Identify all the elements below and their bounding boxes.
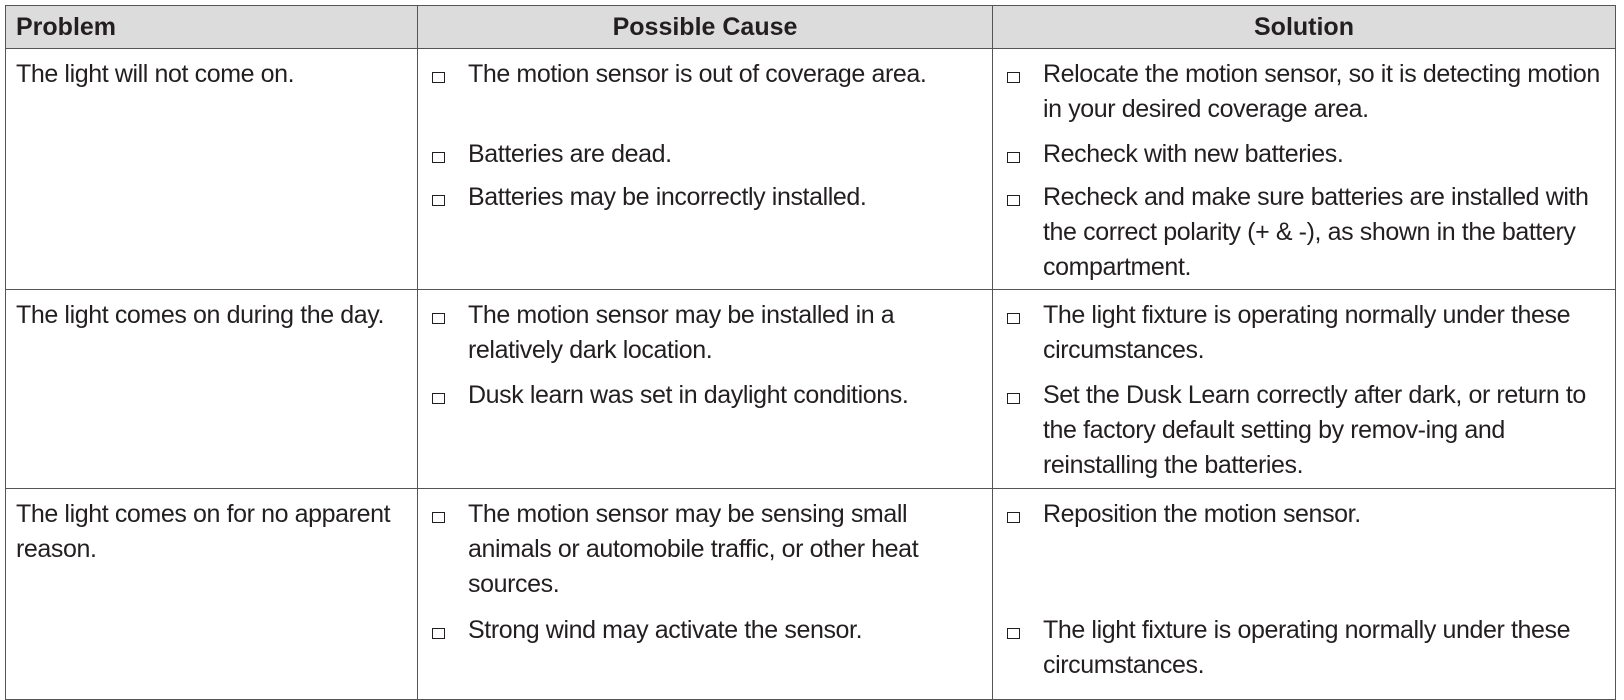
solution-text: The light fixture is operating normally under these circumstances. [1043,301,1571,364]
cause-cell [418,49,993,290]
checkbox-square-icon [432,195,445,206]
cause-text: Dusk learn was set in daylight conditions. [468,381,909,409]
checkbox-square-icon [1007,313,1020,324]
cause-text: Batteries may be incorrectly installed. [468,183,867,211]
cause-item [428,613,982,648]
problem-text: The light will not come on. [16,60,295,88]
checkbox-square-icon [1007,628,1020,639]
checkbox-square-icon [432,393,445,404]
cause-text: The motion sensor is out of coverage area. [468,60,927,88]
solution-text: Recheck with new batteries. [1043,140,1344,168]
cause-item [428,497,982,613]
solution-text: Relocate the motion sensor, so it is detecting motion in your desired coverage area. [1043,60,1600,123]
cause-cell [418,290,993,489]
solution-item [1003,378,1605,483]
table-body [6,49,1616,700]
solution-text: Recheck and make sure batteries are installed with the correct polarity (+ & -), as shown in the battery compartment. [1043,183,1589,281]
solution-text: Reposition the motion sensor. [1043,500,1361,528]
checkbox-square-icon [1007,152,1020,163]
solution-cell [993,290,1616,489]
checkbox-square-icon [432,313,445,324]
table-header [6,6,1616,49]
header-possible-cause: Possible Cause [418,6,993,49]
cause-text: The motion sensor may be sensing small animals or automobile traffic, or other heat sources. [468,500,919,598]
table-row [6,489,1616,700]
solution-text: Set the Dusk Learn correctly after dark, or return to the factory default setting by remov-ing and reinstalling the batteries. [1043,381,1586,479]
checkbox-square-icon [432,72,445,83]
checkbox-square-icon [432,512,445,523]
checkbox-square-icon [1007,72,1020,83]
problem-cell [6,290,418,489]
solution-item [1003,57,1605,137]
cause-item [428,57,982,137]
cause-item [428,298,982,378]
header-row [6,6,1616,49]
problem-cell [6,49,418,290]
cause-text: The motion sensor may be installed in a relatively dark location. [468,301,895,364]
cause-text: Strong wind may activate the sensor. [468,616,863,644]
header-problem: Problem [6,6,418,49]
checkbox-square-icon [1007,512,1020,523]
cause-cell [418,489,993,700]
solution-item [1003,137,1605,180]
solution-item [1003,180,1605,285]
problem-cell [6,489,418,700]
cause-item [428,378,982,413]
solution-cell [993,489,1616,700]
table-row [6,49,1616,290]
solution-text: The light fixture is operating normally under these circumstances. [1043,616,1571,679]
checkbox-square-icon [432,152,445,163]
solution-cell [993,49,1616,290]
cause-text: Batteries are dead. [468,140,672,168]
problem-text: The light comes on for no apparent reason. [16,500,391,563]
header-solution: Solution [993,6,1616,49]
cause-item [428,180,982,215]
cause-item [428,137,982,180]
checkbox-square-icon [432,628,445,639]
table-row [6,290,1616,489]
solution-item [1003,298,1605,378]
checkbox-square-icon [1007,195,1020,206]
solution-item [1003,613,1605,683]
troubleshooting-table [5,5,1616,700]
solution-item [1003,497,1605,613]
checkbox-square-icon [1007,393,1020,404]
problem-text: The light comes on during the day. [16,301,385,329]
